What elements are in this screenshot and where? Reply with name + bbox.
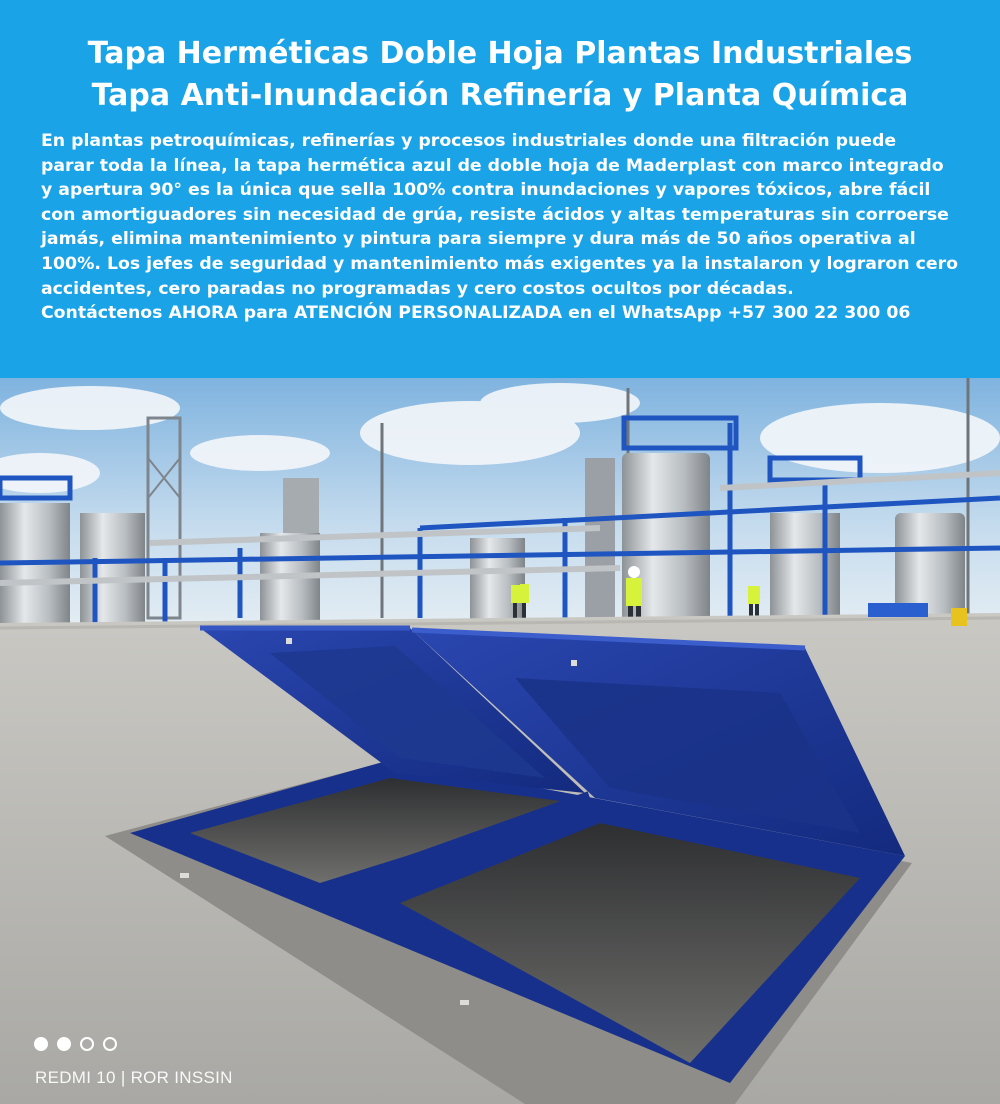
product-photo <box>0 378 1000 1104</box>
camera-watermark: REDMI 10 | ROR INSSIN <box>35 1068 233 1087</box>
description-text <box>41 129 971 326</box>
photo-illustration <box>0 378 1000 1104</box>
title-line-2: Tapa Anti-Inundación Refinería y Planta Química <box>91 78 909 113</box>
title-line-1: Tapa Herméticas Doble Hoja Plantas Industriales <box>87 36 913 71</box>
header-banner <box>0 0 1000 378</box>
description-line-5: jamás, elimina mantenimiento y pintura para siempre y dura más de 50 años operativa al <box>41 229 916 250</box>
description-line-2: parar toda la línea, la tapa hermética azul de doble hoja de Maderplast con marco integrado <box>41 155 944 176</box>
page-title <box>0 0 1000 117</box>
carousel-dot-2[interactable] <box>57 1037 71 1051</box>
description-line-6: 100%. Los jefes de seguridad y mantenimiento más exigentes ya la instalaron y lograron cero <box>41 253 958 274</box>
description-line-3: y apertura 90° es la única que sella 100% contra inundaciones y vapores tóxicos, abre fácil <box>41 180 931 201</box>
carousel-dots <box>34 1037 117 1051</box>
description-line-7: accidentes, cero paradas no programadas y cero costos ocultos por décadas. <box>41 278 794 299</box>
carousel-dot-3[interactable] <box>80 1037 94 1051</box>
contact-line: Contáctenos AHORA para ATENCIÓN PERSONALIZADA en el WhatsApp +57 300 22 300 06 <box>41 303 911 324</box>
carousel-dot-4[interactable] <box>103 1037 117 1051</box>
description-line-1: En plantas petroquímicas, refinerías y procesos industriales donde una filtración puede <box>41 131 897 151</box>
carousel-dot-1[interactable] <box>34 1037 48 1051</box>
description-line-4: con amortiguadores sin necesidad de grúa, resiste ácidos y altas temperaturas sin corroerse <box>41 204 949 225</box>
